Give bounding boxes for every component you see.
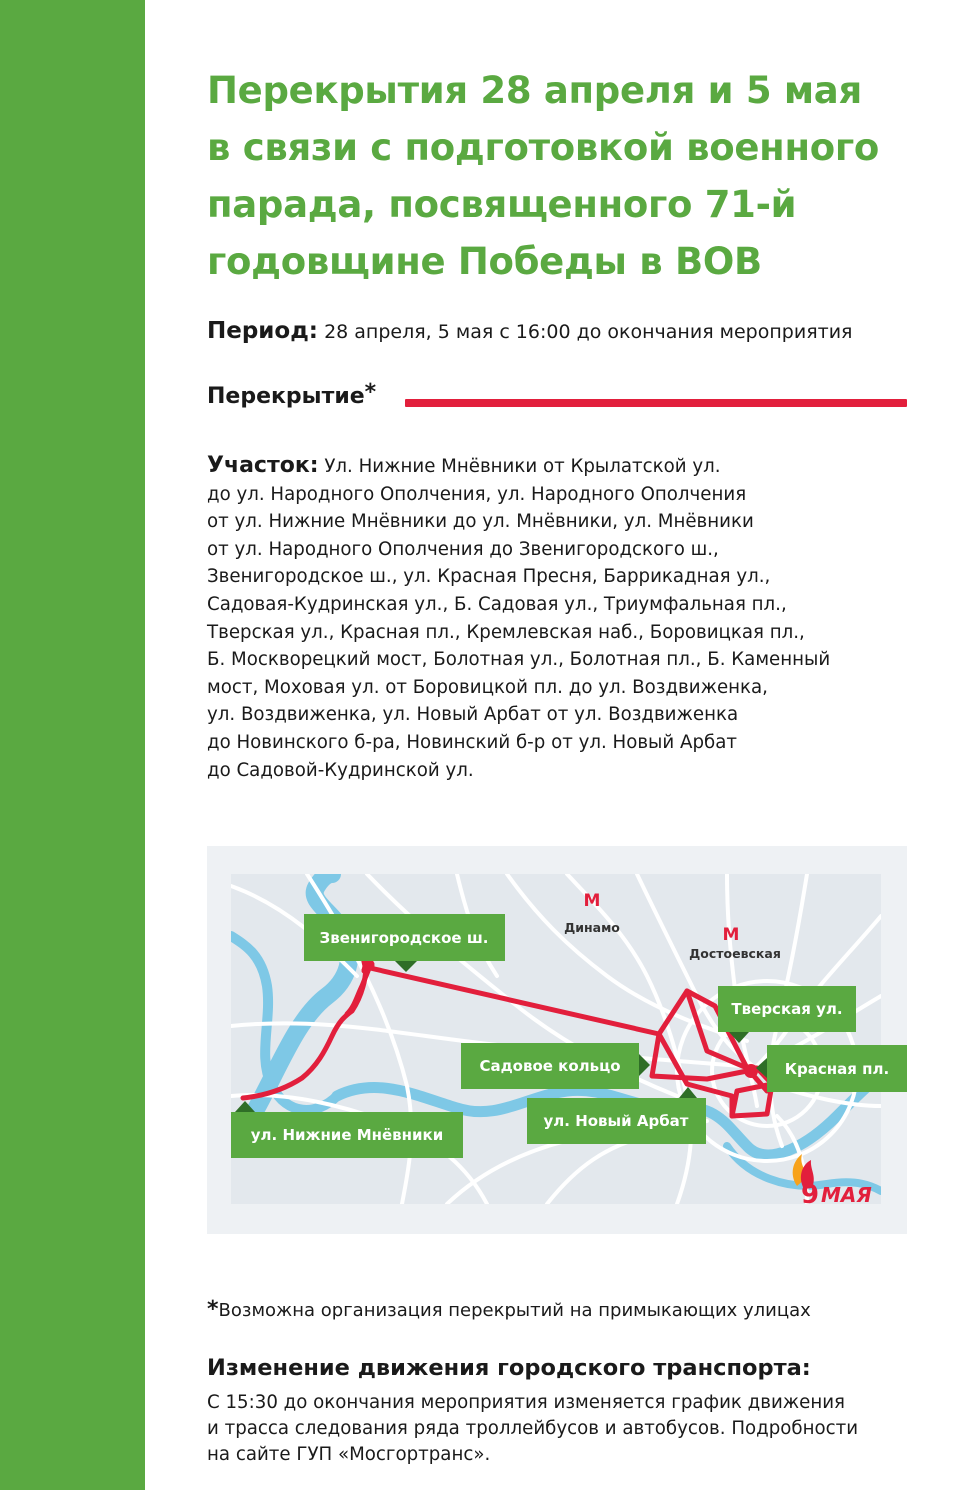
page-title xyxy=(207,62,907,290)
transport-text xyxy=(207,1390,927,1468)
metro-icon: М xyxy=(583,891,601,911)
period-value: 28 апреля, 5 мая с 16:00 до окончания мероприятия xyxy=(324,321,853,343)
section-line: ул. Воздвиженка, ул. Новый Арбат от ул. Воздвиженка xyxy=(207,704,739,726)
logo-digit: 9 xyxy=(801,1180,820,1210)
closure-marker: * xyxy=(364,380,377,405)
title-line: парада, посвященного 71-й xyxy=(207,183,797,226)
red-square-marker xyxy=(744,1064,758,1078)
transport-title: Изменение движения городского транспорта: xyxy=(207,1355,811,1381)
section-line: Б. Москворецкий мост, Болотная ул., Болотная пл., Б. Каменный xyxy=(207,649,831,671)
label-sadovoe xyxy=(461,1043,650,1089)
footnote-text: Возможна организация перекрытий на примыкающих улицах xyxy=(218,1300,811,1321)
logo-word: МАЯ xyxy=(821,1183,872,1207)
svg-text:ул. Нижние Мнёвники: ул. Нижние Мнёвники xyxy=(250,1126,444,1144)
closure-label: Перекрытие* xyxy=(207,380,377,409)
left-accent-bar xyxy=(0,0,145,1490)
period xyxy=(207,318,852,344)
svg-text:Тверская ул.: Тверская ул. xyxy=(731,1000,843,1018)
section-line: от ул. Народного Ополчения до Звенигородского ш., xyxy=(207,538,719,560)
title-line: Перекрытия 28 апреля и 5 мая xyxy=(207,69,862,112)
title-line: в связи с подготовкой военного xyxy=(207,126,879,169)
route-map-svg xyxy=(207,846,907,1234)
section-label: Участок: xyxy=(207,453,319,478)
svg-text:Садовое кольцо: Садовое кольцо xyxy=(479,1057,621,1075)
route-map xyxy=(207,846,907,1234)
section-line: Тверская ул., Красная пл., Кремлевская наб., Боровицкая пл., xyxy=(207,621,805,643)
section-line: до Новинского б-ра, Новинский б-р от ул. Новый Арбат xyxy=(207,731,737,753)
section-description xyxy=(207,452,927,784)
period-label: Период: xyxy=(207,318,319,344)
section-first-line: Участок: Ул. Нижние Мнёвники от Крылатской ул. xyxy=(207,453,721,478)
footnote-marker: * xyxy=(207,1297,219,1322)
metro-icon: М xyxy=(722,925,740,945)
transport-line: С 15:30 до окончания мероприятия изменяется график движения xyxy=(207,1392,845,1413)
closure-line-sample xyxy=(405,399,907,407)
footnote xyxy=(207,1297,811,1322)
transport-line: и трасса следования ряда троллейбусов и автобусов. Подробности xyxy=(207,1418,859,1439)
svg-text:ул. Новый Арбат: ул. Новый Арбат xyxy=(543,1112,689,1130)
title-line: годовщине Победы в ВОВ xyxy=(207,240,762,283)
section-line: Садовая-Кудринская ул., Б. Садовая ул., Триумфальная пл., xyxy=(207,593,787,615)
closure-legend xyxy=(207,380,907,420)
svg-text:Звенигородское ш.: Звенигородское ш. xyxy=(319,929,489,947)
section-line: до ул. Народного Ополчения, ул. Народного Ополчения xyxy=(207,483,747,505)
svg-text:Красная пл.: Красная пл. xyxy=(784,1060,890,1078)
section-line: мост, Моховая ул. от Боровицкой пл. до ул. Воздвиженка, xyxy=(207,676,768,698)
section-line: до Садовой-Кудринской ул. xyxy=(207,759,474,781)
transport-line: на сайте ГУП «Мосгортранс». xyxy=(207,1444,491,1465)
metro-dinamo-label: Динамо xyxy=(564,920,620,935)
label-krasnaya xyxy=(756,1045,907,1092)
section-line: Звенигородское ш., ул. Красная Пресня, Баррикадная ул., xyxy=(207,566,771,588)
metro-dostoevskaya-label: Достоевская xyxy=(689,946,781,961)
section-line: от ул. Нижние Мнёвники до ул. Мнёвники, ул. Мнёвники xyxy=(207,511,754,533)
